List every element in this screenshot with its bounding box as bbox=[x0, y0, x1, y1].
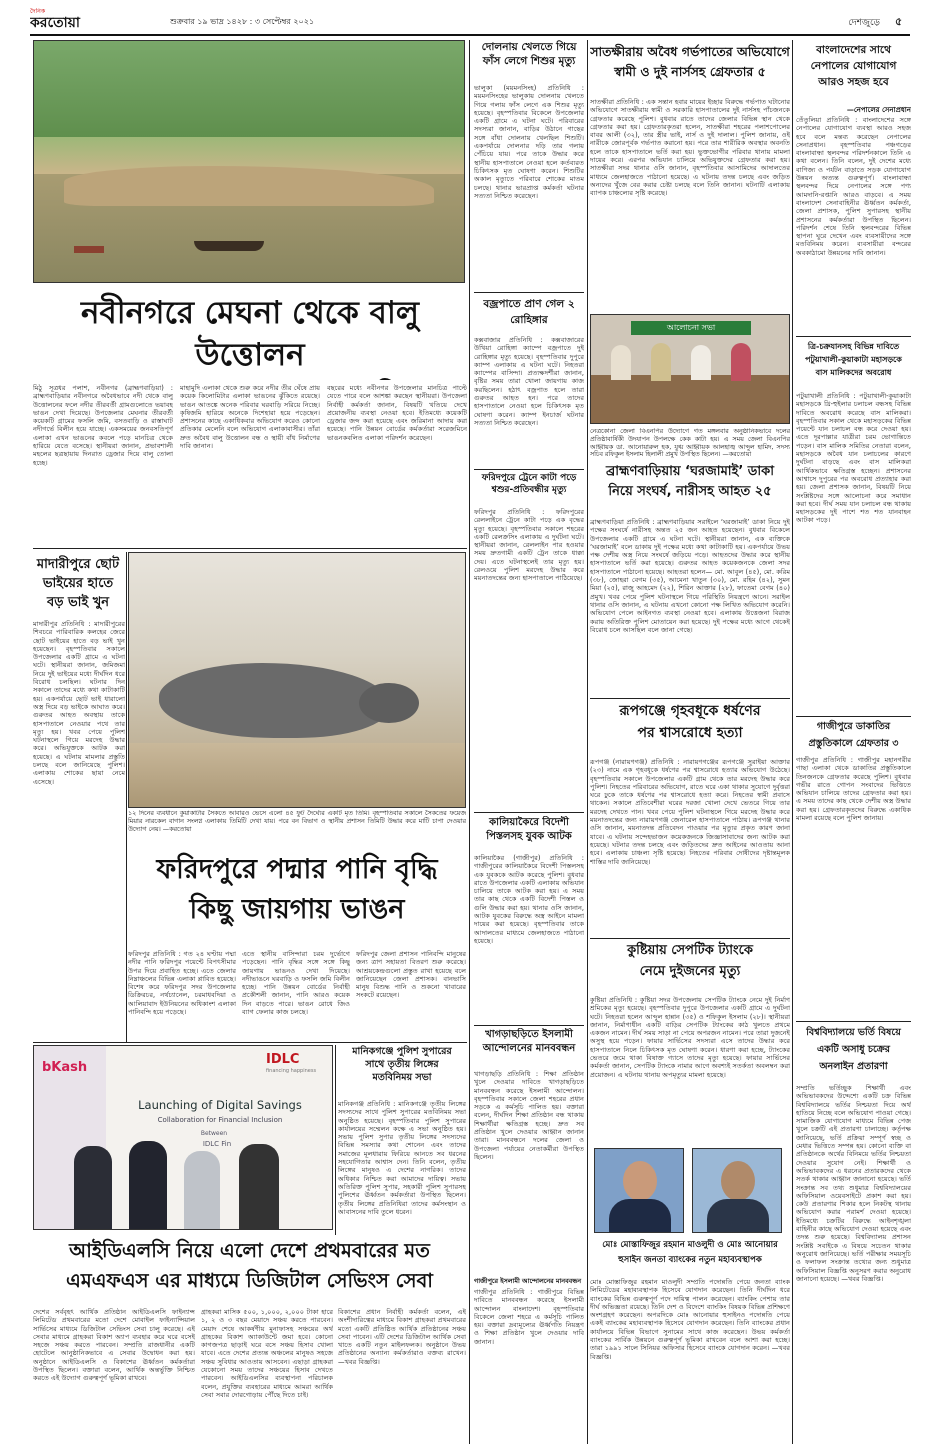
brahmanbaria-headline bbox=[590, 462, 790, 514]
brahmanbaria-headline-line2: নিয়ে সংঘর্ষ, নারীসহ আহত ২৫ bbox=[608, 484, 772, 499]
satkhira-body: সাতক্ষীরা প্রতিনিধি : এক সন্তান হবার মায়ের ইচ্ছার বিরুদ্ধে গর্ভপাত ঘটানোর অভিযোগে সাতক্ষীরায় স্বামী ও সরকারি হাসপাতালের দুই নার্সসহ পাঁচজনকে গ্রেফতার করেছে পুলিশ। বুধবার রাতে তাদের জেলার বিভিন্ন স্থান থেকে গ্রেফতার করা হয়। গ্রেফতারকৃতরা হলেন, সাতক্ষীরা শহরের পলাশপোলের বাবর আলী (৩২), তার স্ত্রীর ভাই, নার্স ও দুই দালাল। পুলিশ জানায়, ওই নারীকে জোরপূর্বক গর্ভপাত করানো হয়। পরে তার শারীরিক অবস্থার অবনতি হলে তাকে হাসপাতালে ভর্তি করা হয়। ভুক্তভোগীর পরিবার থানায় মামলা দায়ের করে। এরপর অভিযান চালিয়ে অভিযুক্তদের গ্রেফতার করা হয়। সাতক্ষীরা সদর থানার ওসি জানান, বৃহস্পতিবার আসামিদের আদালতের মাধ্যমে জেলহাজতে পাঠানো হয়েছে। এ ঘটনায় তদন্ত চলছে এবং জড়িত অন্যদের খুঁজে বের করার চেষ্টা চলছে বলে তিনি জানান। ঘটনাটি এলাকায় ব্যাপক চাঞ্চল্যের সৃষ্টি করেছে। bbox=[590, 98, 790, 198]
section-rule bbox=[474, 292, 584, 293]
nepal-body: তেঁতুলিয়া প্রতিনিধি : বাংলাদেশের সঙ্গে নেপালের যোগাযোগ ব্যবস্থা আরও সহজ হবে বলে মন্তব্য করেছেন নেপালের সেনাপ্রধান। বৃহস্পতিবার পঞ্চগড়ের বাংলাবান্ধা স্থলবন্দর পরিদর্শনকালে তিনি এ কথা বলেন। তিনি বলেন, দুই দেশের মধ্যে বাণিজ্য ও পর্যটন বাড়াতে সড়ক যোগাযোগ উন্নয়ন অত্যন্ত গুরুত্বপূর্ণ। বাংলাবান্ধা স্থলবন্দর দিয়ে নেপালের সঙ্গে পণ্য আমদানি-রপ্তানি আরও বাড়বে। এ সময় বাংলাদেশ সেনাবাহিনীর ঊর্ধ্বতন কর্মকর্তা, জেলা প্রশাসক, পুলিশ সুপারসহ স্থানীয় প্রশাসনের কর্মকর্তারা উপস্থিত ছিলেন। পরিদর্শন শেষে তিনি স্থলবন্দরের বিভিন্ন স্থাপনা ঘুরে দেখেন এবং ব্যবসায়ীদের সঙ্গে মতবিনিময় করেন। ব্যবসায়ীরা বন্দরের অবকাঠামো উন্নয়নের দাবি জানান। bbox=[796, 116, 911, 257]
madaripur-headline: মাদারীপুরে ছোট ভাইয়ের হাতে বড় ভাই খুন bbox=[36, 557, 120, 610]
patuakhali-body: পটুয়াখালী প্রতিনিধি : পটুয়াখালী-কুয়াকাটা মহাসড়কে থ্রি-হুইলার চলাচল বন্ধসহ বিভিন্ন দাবিতে অবরোধ করেছে বাস মালিকরা। বৃহস্পতিবার সকাল থেকে মহাসড়কের বিভিন্ন পয়েন্টে যান চলাচল বন্ধ করে দেওয়া হয়। এতে দূরপাল্লার যাত্রীরা চরম ভোগান্তিতে পড়েন। বাস মালিক সমিতির নেতারা বলেন, মহাসড়কে অবৈধ যান চলাচলের কারণে দুর্ঘটনা বাড়ছে এবং বাস মালিকরা আর্থিকভাবে ক্ষতিগ্রস্ত হচ্ছেন। প্রশাসনের আশ্বাসে দুপুরের পর অবরোধ প্রত্যাহার করা হয়। জেলা প্রশাসক জানান, বিষয়টি নিয়ে সংশ্লিষ্টদের সঙ্গে আলোচনা করে সমাধান করা হবে। দীর্ঘ সময় যান চলাচল বন্ধ থাকায় মহাসড়কের দুই পাশে শত শত যানবাহন আটকা পড়ে। bbox=[796, 392, 911, 525]
bank-portrait-left bbox=[594, 1148, 684, 1233]
bank-headline-line2: হুসাইন জনতা ব্যাংকের নতুন মহাব্যবস্থাপক bbox=[618, 1255, 762, 1265]
patuakhali-headline-line2: পটুয়াখালী-কুয়াকাটা মহাসড়কে bbox=[805, 355, 902, 364]
section-name: দেশজুড়ে bbox=[848, 18, 880, 28]
kushtia-headline-line1: কুষ্টিয়ায় সেপটিক ট্যাংকে bbox=[627, 943, 753, 958]
kushtia-headline bbox=[590, 940, 790, 994]
meghna-body-col3: বছরের মধ্যে নবীনগর উপজেলার মানচিত্র পাল্টে যেতে পারে বলে আশঙ্কা করছেন স্থানীয়রা। উপজেলা নির্বাহী কর্মকর্তা জানান, বিষয়টি খতিয়ে দেখে প্রয়োজনীয় ব্যবস্থা নেওয়া হবে। ইতিমধ্যে কয়েকটি ড্রেজার জব্দ করা হয়েছে এবং জরিমানা আদায় করা হয়েছে। পানি উন্নয়ন বোর্ডের কর্মকর্তারা সরেজমিনে ভাঙনকবলিত এলাকা পরিদর্শন করেছেন। bbox=[327, 384, 467, 442]
idlc-body-col2: গ্রাহকরা মাসিক ৫০০, ১,০০০, ২,০০০ টাকা হারে ১, ২ ও ৩ বছর মেয়াদে সঞ্চয় করতে পারবেন। মেয়াদ শেষে আকর্ষণীয় মুনাফাসহ সঞ্চয়ের অর্থ গ্রাহকের বিকাশ অ্যাকাউন্টে জমা হবে। কোনো কাগজপত্র ছাড়াই ঘরে বসে সঞ্চয় হিসাব খোলা যাবে। এতে দেশের প্রত্যন্ত অঞ্চলের মানুষও সহজে সঞ্চয় সুবিধার আওতায় আসবেন। এছাড়া গ্রাহকরা যেকোনো সময় তাদের সঞ্চয়ের হিসাব দেখতে পারবেন। আইডিএলসির ব্যবস্থাপনা পরিচালক বলেন, প্রযুক্তির ব্যবহারের মাধ্যমে আমরা আর্থিক সেবা সবার দোরগোড়ায় পৌঁছে দিতে চাই। bbox=[201, 1308, 333, 1399]
meghna-body-col2: মাহামুদি এলাকা থেকে শুরু করে নদীর তীর ঘেঁষে প্রায় কয়েক কিলোমিটার এলাকা ভাঙনের ঝুঁকিতে রয়েছে। ভাঙন আতঙ্কে অনেক পরিবার ঘরবাড়ি সরিয়ে নিচ্ছে। কৃষিজমি হারিয়ে অনেকে দিশেহারা হয়ে পড়েছেন। প্রশাসনের কাছে একাধিকবার অভিযোগ করেও কোনো প্রতিকার মেলেনি বলে অভিযোগ এলাকাবাসীর। তাঁরা দ্রুত অবৈধ বালু উত্তোলন বন্ধ ও স্থায়ী বাঁধ নির্মাণের দাবি জানান। bbox=[180, 384, 320, 451]
idlc-logo: IDLC bbox=[266, 1052, 300, 1067]
university-headline-line2: একটি অসাধু চক্রের bbox=[816, 1044, 891, 1055]
madaripur-body: মাদারীপুর প্রতিনিধি : মাদারীপুরের শিবচরে পারিবারিক কলহের জেরে ছোট ভাইয়ের হাতে বড় ভাই খুন হয়েছেন। বৃহস্পতিবার সকালে উপজেলার একটি গ্রামে এ ঘটনা ঘটে। স্থানীয়রা জানান, জমিজমা নিয়ে দুই ভাইয়ের মধ্যে দীর্ঘদিন ধরে বিরোধ চলছিল। ঘটনার দিন সকালে তাদের মধ্যে কথা কাটাকাটি হয়। একপর্যায়ে ছোট ভাই ধারালো অস্ত্র দিয়ে বড় ভাইকে আঘাত করে। গুরুতর আহত অবস্থায় তাকে হাসপাতালে নেওয়ার পথে তার মৃত্যু হয়। খবর পেয়ে পুলিশ ঘটনাস্থলে গিয়ে মরদেহ উদ্ধার করে। অভিযুক্তকে আটক করা হয়েছে। এ ঘটনায় মামলার প্রস্তুতি চলছে বলে জানিয়েছে পুলিশ। এলাকায় শোকের ছায়া নেমে এসেছে। bbox=[33, 620, 125, 786]
manikganj-headline bbox=[338, 1045, 466, 1100]
rupganj-headline-line2: পর শ্বাসরোধে হত্যা bbox=[637, 725, 743, 741]
idlc-headline-line2: এমএফএস এর মাধ্যমে ডিজিটাল সেভিংস সেবা bbox=[66, 1269, 433, 1292]
paper-name: করতোয়া bbox=[30, 15, 80, 31]
issue-date: শুক্রবার ১৯ ভাদ্র ১৪২৮ : ৩ সেপ্টেম্বর ২০২১ bbox=[170, 17, 315, 26]
idlc-banner-fin: IDLC Fin bbox=[202, 1140, 232, 1148]
netrokona-banner: আলোচনা সভা bbox=[631, 321, 751, 335]
satkhira-headline-line1: সাতক্ষীরায় অবৈধ গর্ভপাতের অভিযোগে bbox=[590, 44, 790, 59]
section-rule bbox=[33, 1042, 467, 1043]
netrokona-photo bbox=[590, 314, 790, 424]
manikganj-headline-line3: মতবিনিময় সভা bbox=[372, 1072, 432, 1083]
kushtia-body: কুষ্টিয়া প্রতিনিধি : কুষ্টিয়া সদর উপজেলায় সেপটিক ট্যাংকে নেমে দুই নির্মাণ শ্রমিকের মৃত্যু হয়েছে। বৃহস্পতিবার দুপুরে উপজেলার একটি গ্রামে এ দুর্ঘটনা ঘটে। নিহতরা হলেন আব্দুল হান্নান (৩৫) ও শফিকুল ইসলাম (২৮)। স্থানীয়রা জানান, নির্মাণাধীন একটি বাড়ির সেপটিক ট্যাংকের কাঠ খুলতে প্রথমে একজন নামেন। দীর্ঘ সময় সাড়া না পেয়ে অপরজন নামেন। পরে তারা দুজনেই অসুস্থ হয়ে পড়েন। ফায়ার সার্ভিসের সদস্যরা এসে তাদের উদ্ধার করে হাসপাতালে নিলে চিকিৎসক মৃত ঘোষণা করেন। ধারণা করা হচ্ছে, ট্যাংকের ভেতরে জমে থাকা বিষাক্ত গ্যাসে তাদের মৃত্যু হয়েছে। ফায়ার সার্ভিসের কর্মকর্তা জানান, সেপটিক ট্যাংকে নামার আগে অবশ্যই সতর্কতা অবলম্বন করা প্রয়োজন। এ ঘটনায় থানায় অপমৃত্যুর মামলা হয়েছে। bbox=[590, 996, 790, 1079]
netrokona-caption: নেত্রকোনা জেলা বিএনপির উদ্যোগে গত মঙ্গলবার অনুষ্ঠানিকভাবে দলের প্রতিষ্ঠাবার্ষিকী উদযাপন উপলক্ষে কেক কাটা হয়। এ সময় জেলা বিএনপির আহ্বায়ক ডা. আনোয়ারুল হক, যুগ্ম আহ্বায়ক আলহাজ্ব আব্দুল হামিদ, সদস্য সচিব রফিকুল ইসলাম হিলালী প্রমুখ উপস্থিত ছিলেন। —করতোয়া bbox=[590, 428, 790, 458]
whale-photo bbox=[128, 552, 466, 808]
vajrapat-body: কক্সবাজার প্রতিনিধি : কক্সবাজারের উখিয়া রোহিঙ্গা ক্যাম্পে বজ্রপাতে দুই রোহিঙ্গার মৃত্যু হয়েছে। বৃহস্পতিবার দুপুরে ক্যাম্প এলাকায় এ ঘটনা ঘটে। নিহতরা ক্যাম্পের বাসিন্দা। প্রত্যক্ষদর্শীরা জানান, বৃষ্টির সময় তারা খোলা জায়গায় কাজ করছিলেন। হঠাৎ বজ্রপাত হলে তারা গুরুতর আহত হন। পরে তাদের হাসপাতালে নেওয়া হলে চিকিৎসক মৃত ঘোষণা করেন। ক্যাম্প ইনচার্জ ঘটনার সত্যতা নিশ্চিত করেছেন। bbox=[474, 336, 584, 427]
padma-headline-line2: কিছু জায়গায় ভাঙন bbox=[189, 894, 405, 925]
page-number: ৫ bbox=[895, 15, 903, 28]
patuakhali-headline-line1: ত্রি-চক্রযানসহ বিভিন্ন দাবিতে bbox=[807, 342, 900, 351]
brahmanbaria-body: ব্রাহ্মণবাড়িয়া প্রতিনিধি : ব্রাহ্মণবাড়িয়ার সরাইলে ‘ঘরজামাই’ ডাকা নিয়ে দুই পক্ষের সংঘর্ষে নারীসহ অন্তত ২৫ জন আহত হয়েছেন। বুধবার বিকেলে উপজেলার একটি গ্রামে এ ঘটনা ঘটে। স্থানীয়রা জানান, এক ব্যক্তিকে ‘ঘরজামাই’ বলে ডাকায় দুই পক্ষের মধ্যে কথা কাটাকাটি হয়। একপর্যায়ে উভয় পক্ষ দেশীয় অস্ত্র নিয়ে সংঘর্ষে জড়িয়ে পড়ে। আহতদের উদ্ধার করে স্থানীয় হাসপাতালে ভর্তি করা হয়েছে। গুরুতর আহত কয়েকজনকে জেলা সদর হাসপাতালে পাঠানো হয়েছে। আহতরা হলেন— মো. আবুল (৪৫), মো. করিম (৩৮), জোহরা বেগম (৩৫), আমেনা খাতুন (৩০), মো. রহিম (৪২), সুমন মিয়া (২৫), রাজু আহমেদ (২২), শিরিন আক্তার (২৮), ফাতেমা বেগম (৪০) প্রমুখ। খবর পেয়ে পুলিশ ঘটনাস্থলে গিয়ে পরিস্থিতি নিয়ন্ত্রণে আনে। সরাইল থানার ওসি জানান, এ ঘটনায় এখনো কোনো পক্ষ লিখিত অভিযোগ করেনি। অভিযোগ পেলে আইনগত ব্যবস্থা নেওয়া হবে। এলাকায় উত্তেজনা বিরাজ করায় অতিরিক্ত পুলিশ মোতায়েন করা হয়েছে। দুই পক্ষের মধ্যে আগে থেকেই বিরোধ চলে আসছিল বলে জানা গেছে। bbox=[590, 518, 790, 634]
nepal-subhead: —নেপালের সেনাপ্রধান bbox=[846, 106, 911, 114]
vajrapat-headline: বজ্রপাতে প্রাণ গেল ২ রোহিঙ্গার bbox=[483, 298, 575, 326]
gazipur-headline bbox=[796, 718, 911, 754]
masthead bbox=[30, 6, 945, 34]
paper-prefix: দৈনিক bbox=[30, 8, 46, 15]
padma-body-col2: এতে স্থানীয় বাসিন্দারা চরম দুর্ভোগে পড়েছেন। পানি বৃদ্ধির সঙ্গে সঙ্গে কিছু জায়গায় ভাঙনও দেখা দিয়েছে। নদীভাঙনে ঘরবাড়ি ও ফসলি জমি বিলীন হচ্ছে। পানি উন্নয়ন বোর্ডের নির্বাহী প্রকৌশলী জানান, পানি আরও কয়েক দিন বাড়তে পারে। ভাঙন রোধে জিও ব্যাগ ফেলার কাজ চলছে। bbox=[242, 950, 350, 1017]
university-body: সম্প্রতি ভর্তিচ্ছুক শিক্ষার্থী এবং অভিভাবকদের উদ্দেশ্যে একটি চক্র বিভিন্ন বিশ্ববিদ্যালয়ে ভর্তির নিশ্চয়তা দিয়ে অর্থ হাতিয়ে নিচ্ছে বলে অভিযোগ পাওয়া গেছে। সামাজিক যোগাযোগ মাধ্যমে বিভিন্ন পেজ খুলে চক্রটি এই প্রতারণা চালাচ্ছে। কর্তৃপক্ষ জানিয়েছে, ভর্তি প্রক্রিয়া সম্পূর্ণ স্বচ্ছ ও মেধার ভিত্তিতে সম্পন্ন হয়। কোনো ব্যক্তি বা প্রতিষ্ঠানকে অর্থের বিনিময়ে ভর্তির নিশ্চয়তা দেওয়ার সুযোগ নেই। শিক্ষার্থী ও অভিভাবকদের এ ধরনের প্রতারকদের থেকে সতর্ক থাকার আহ্বান জানানো হয়েছে। ভর্তি সংক্রান্ত সব তথ্য শুধুমাত্র বিশ্ববিদ্যালয়ের অফিসিয়াল ওয়েবসাইটে প্রকাশ করা হয়। কেউ প্রতারণার শিকার হলে নিকটস্থ থানায় অভিযোগ করার পরামর্শ দেওয়া হয়েছে। ইতিমধ্যে চক্রটির বিরুদ্ধে আইনশৃঙ্খলা বাহিনীর কাছে অভিযোগ দেওয়া হয়েছে এবং তদন্ত শুরু হয়েছে। বিশ্ববিদ্যালয় প্রশাসন সংশ্লিষ্ট সবাইকে এ বিষয়ে সচেতন থাকার অনুরোধ জানিয়েছে। ভর্তি পরীক্ষার সময়সূচি ও ফলাফল সংক্রান্ত তথ্যের জন্য শুধুমাত্র অফিসিয়াল বিজ্ঞপ্তি অনুসরণ করার অনুরোধ জানানো হয়েছে। —খবর বিজ্ঞপ্তি। bbox=[796, 1084, 911, 1283]
bank-headline bbox=[590, 1238, 790, 1274]
river-erosion-photo bbox=[33, 40, 465, 283]
section-rule bbox=[590, 938, 790, 939]
section-rule bbox=[474, 1025, 584, 1026]
gazipur-headline-line1: গাজীপুরে ডাকাতির bbox=[816, 721, 891, 732]
manikganj-body: মানিকগঞ্জ প্রতিনিধি : মানিকগঞ্জে তৃতীয় লিঙ্গের সদস্যদের সাথে পুলিশ সুপারের মতবিনিময় সভা অনুষ্ঠিত হয়েছে। বৃহস্পতিবার পুলিশ সুপারের কার্যালয়ের সম্মেলন কক্ষে এ সভা অনুষ্ঠিত হয়। সভায় পুলিশ সুপার তৃতীয় লিঙ্গের সদস্যদের বিভিন্ন সমস্যার কথা শোনেন এবং তাদের সমাজের মূলধারায় ফিরিয়ে আনতে সব ধরনের সহযোগিতার আশ্বাস দেন। তিনি বলেন, তৃতীয় লিঙ্গের মানুষও এ দেশের নাগরিক। তাদের অধিকার নিশ্চিত করা আমাদের দায়িত্ব। সভায় অতিরিক্ত পুলিশ সুপার, সহকারী পুলিশ সুপারসহ পুলিশের ঊর্ধ্বতন কর্মকর্তারা উপস্থিত ছিলেন। তৃতীয় লিঙ্গের প্রতিনিধিরা তাদের কর্মসংস্থান ও আবাসনের দাবি তুলে ধরেন। bbox=[338, 1100, 466, 1216]
idlc-banner-between: Between bbox=[200, 1130, 228, 1137]
dolna-headline: দোলনায় খেলতে গিয়ে ফাঁস লেগে শিশুর মৃত্যু bbox=[481, 41, 577, 67]
manikganj-headline-line1: মানিকগঞ্জে পুলিশ সুপারের bbox=[352, 1046, 452, 1057]
nepal-headline-line2: নেপালের যোগাযোগ bbox=[810, 60, 897, 72]
padma-headline bbox=[128, 850, 466, 945]
column-rule bbox=[469, 40, 470, 1444]
idlc-headline bbox=[33, 1236, 466, 1304]
bank-body: মোঃ মোস্তাফিজুর রহমান মাওলুদী সম্প্রতি পদোন্নতি পেয়ে জনতা ব্যাংক লিমিটেডের মহাব্যবস্থাপক হিসেবে যোগদান করেছেন। তিনি দীর্ঘদিন ধরে ব্যাংকের বিভিন্ন গুরুত্বপূর্ণ পদে দায়িত্ব পালন করেছেন। ব্যাংকিং পেশায় তার দীর্ঘ অভিজ্ঞতা রয়েছে। তিনি দেশ ও বিদেশে ব্যাংকিং বিষয়ক বিভিন্ন প্রশিক্ষণে অংশগ্রহণ করেছেন। অপরদিকে মোঃ আনোয়ার হুসাইনও পদোন্নতি পেয়ে একই ব্যাংকের মহাব্যবস্থাপক হিসেবে যোগদান করেছেন। তিনি ব্যাংকের প্রধান কার্যালয়ে বিভিন্ন বিভাগে সুনামের সাথে কাজ করেছেন। উভয় কর্মকর্তা ব্যাংকের সার্বিক উন্নয়নে গুরুত্বপূর্ণ ভূমিকা রাখবেন বলে আশা করা হচ্ছে। তারা ১৯৯১ সালে সিনিয়র অফিসার হিসেবে ব্যাংকে যোগদান করেন। —খবর বিজ্ঞপ্তি। bbox=[590, 1278, 790, 1361]
khagrachari-headline: খাগড়াছড়িতে ইসলামী আন্দোলনের মানববন্ধন bbox=[482, 1029, 576, 1054]
university-headline-line1: বিশ্ববিদ্যালয়ে ভর্তি বিষয়ে bbox=[806, 1027, 901, 1038]
kushtia-headline-line2: নেমে দুইজনের মৃত্যু bbox=[639, 964, 741, 979]
kaliakoir-body: কালিয়াকৈর (গাজীপুর) প্রতিনিধি : গাজীপুরের কালিয়াকৈরে বিদেশী পিস্তলসহ এক যুবককে আটক করেছে পুলিশ। বুধবার রাতে উপজেলার একটি এলাকায় অভিযান চালিয়ে তাকে আটক করা হয়। এ সময় তার কাছ থেকে একটি বিদেশী পিস্তল ও গুলি উদ্ধার করা হয়। থানার ওসি জানান, আটক যুবকের বিরুদ্ধে অস্ত্র আইনে মামলা দায়ের করা হয়েছে। বৃহস্পতিবার তাকে আদালতের মাধ্যমে জেলহাজতে পাঠানো হয়েছে। bbox=[474, 854, 584, 945]
bank-headline-line1: মোঃ মোস্তাফিজুর রহমান মাওলুদী ও মোঃ আনোয়ার bbox=[602, 1240, 778, 1250]
idlc-launch-photo bbox=[33, 1045, 333, 1230]
header-rule bbox=[30, 34, 910, 36]
faridpur-train-body: ফরিদপুর প্রতিনিধি : ফরিদপুরের রেললাইনে ট্রেনে কাটা পড়ে এক বৃদ্ধের মৃত্যু হয়েছে। বৃহস্পতিবার সকালে শহরের একটি রেলক্রসিং এলাকায় এ দুর্ঘটনা ঘটে। স্থানীয়রা জানান, রেললাইন পার হওয়ার সময় দ্রুতগামী একটি ট্রেন তাকে ধাক্কা দেয়। এতে ঘটনাস্থলেই তার মৃত্যু হয়। রেলওয়ে পুলিশ মরদেহ উদ্ধার করে ময়নাতদন্তের জন্য হাসপাতালে পাঠিয়েছে। bbox=[474, 508, 584, 583]
patuakhali-headline bbox=[796, 340, 911, 390]
idlc-body-col3: বিকাশের প্রধান নির্বাহী কর্মকর্তা বলেন, এই অংশীদারিত্বের মাধ্যমে বিকাশ গ্রাহকরা প্রথমবারের মতো একটি প্রতিষ্ঠিত আর্থিক প্রতিষ্ঠানের সঞ্চয় সেবা পাবেন। এটি দেশের ডিজিটাল আর্থিক সেবা খাতে একটি নতুন মাইলফলক। অনুষ্ঠানে উভয় প্রতিষ্ঠানের অন্যান্য কর্মকর্তারাও বক্তব্য রাখেন। —খবর বিজ্ঞপ্তি। bbox=[338, 1308, 466, 1366]
manikganj-headline-line2: সাথে তৃতীয় লিঙ্গের bbox=[365, 1059, 439, 1070]
padma-body-col1: ফরিদপুর প্রতিনিধি : গত ২৪ ঘণ্টায় পদ্মা নদীর পানি ফরিদপুর পয়েন্টে বিপৎসীমার উপর দিয়ে প্রবাহিত হচ্ছে। এতে জেলার নিম্নাঞ্চলের বিভিন্ন এলাকা প্লাবিত হয়েছে। বিশেষ করে ফরিদপুর সদর উপজেলার ডিক্রিরচর, নর্থচ্যানেল, চরমাধবদিয়া ও আলিয়াবাদ ইউনিয়নের অধিকাংশ এলাকা পানিবন্দি হয়ে পড়েছে। bbox=[128, 950, 236, 1017]
section-rule bbox=[474, 812, 584, 813]
bkash-logo: bKash bbox=[42, 1060, 88, 1075]
university-headline bbox=[796, 1024, 911, 1080]
gazipur-body: গাজীপুর প্রতিনিধি : গাজীপুর মহানগরীর গাছা এলাকা থেকে ডাকাতির প্রস্তুতিকালে তিনজনকে গ্রেফতার করেছে পুলিশ। বুধবার গভীর রাতে গোপন সংবাদের ভিত্তিতে অভিযান চালিয়ে তাদের গ্রেফতার করা হয়। এ সময় তাদের কাছ থেকে দেশীয় অস্ত্র উদ্ধার করা হয়। গ্রেফতারকৃতদের বিরুদ্ধে একাধিক মামলা রয়েছে বলে পুলিশ জানায়। bbox=[796, 756, 911, 823]
whale-caption: ১২ দিনের ব্যবধানে কুয়াকাটার সৈকতে আবারও ভেসে এলো ৪৫ ফুট দৈর্ঘ্যের একটি মৃত তিমি। বৃহস্পতিবার সকালে সৈকতের ফয়েজ মিয়ার নারকেল বাগান সংলগ্ন এলাকায় তিমিটি দেখা যায়। পরে বন বিভাগ ও স্থানীয় প্রশাসন তিমিটি উদ্ধার করে মাটি চাপা দেওয়ার উদ্যোগ নেয়। —করতোয়া bbox=[128, 810, 466, 833]
satkhira-headline-line2: স্বামী ও দুই নার্সসহ গ্রেফতার ৫ bbox=[614, 64, 766, 79]
university-headline-line3: অনলাইন প্রতারণা bbox=[819, 1061, 888, 1072]
idlc-banner-sub: Collaboration for Financial Inclusion bbox=[157, 1116, 283, 1124]
paper-logo bbox=[30, 8, 110, 34]
dolna-body: ভালুকা (ময়মনসিংহ) প্রতিনিধি : ময়মনসিংহের ভালুকায় দোলনায় খেলতে গিয়ে গলায় ফাঁস লেগে এক শিশুর মৃত্যু হয়েছে। বৃহস্পতিবার বিকেলে উপজেলার একটি গ্রামে এ ঘটনা ঘটে। পরিবারের সদস্যরা জানান, বাড়ির উঠানে গাছের সঙ্গে বাঁধা দোলনায় খেলছিল শিশুটি। একপর্যায়ে দোলনার দড়ি তার গলায় পেঁচিয়ে যায়। পরে তাকে উদ্ধার করে স্থানীয় হাসপাতালে নেওয়া হলে কর্তব্যরত চিকিৎসক মৃত ঘোষণা করেন। শিশুটির অকাল মৃত্যুতে পরিবারে শোকের মাতম চলছে। থানার ভারপ্রাপ্ত কর্মকর্তা ঘটনার সত্যতা নিশ্চিত করেছেন। bbox=[474, 84, 584, 200]
idlc-headline-line1: আইডিএলসি নিয়ে এলো দেশে প্রথমবারের মত bbox=[69, 1239, 430, 1262]
nepal-headline-line3: আরও সহজ হবে bbox=[818, 76, 889, 88]
column-rule bbox=[126, 552, 127, 1042]
kaliakoir-headline: কালিয়াকৈরে বিদেশী পিস্তলসহ যুবক আটক bbox=[486, 817, 572, 842]
gazipur-headline-line2: প্রস্তুতিকালে গ্রেফতার ৩ bbox=[808, 738, 899, 749]
khagrachari-body: খাগড়াছড়ি প্রতিনিধি : শিক্ষা প্রতিষ্ঠান খুলে দেওয়ার দাবিতে খাগড়াছড়িতে মানববন্ধন করেছে ইসলামী আন্দোলন। বৃহস্পতিবার সকালে জেলা শহরের প্রধান সড়কে এ কর্মসূচি পালিত হয়। বক্তারা বলেন, দীর্ঘদিন শিক্ষা প্রতিষ্ঠান বন্ধ থাকায় শিক্ষার্থীরা ক্ষতিগ্রস্ত হচ্ছে। দ্রুত সব প্রতিষ্ঠান খুলে দেওয়ার আহ্বান জানান তারা। মানববন্ধনে দলের জেলা ও উপজেলা পর্যায়ের নেতাকর্মীরা উপস্থিত ছিলেন। bbox=[474, 1070, 584, 1161]
rupganj-headline-line1: রূপগঞ্জে গৃহবধূকে ধর্ষণের bbox=[619, 703, 761, 719]
bank-portrait-right bbox=[692, 1148, 782, 1233]
meghna-headline bbox=[30, 292, 470, 380]
nepal-headline bbox=[796, 42, 911, 104]
section-rule bbox=[474, 469, 584, 470]
brahmanbaria-headline-line1: ব্রাহ্মণবাড়িয়ায় ‘ঘরজামাই’ ডাকা bbox=[606, 464, 774, 479]
padma-headline-line1: ফরিদপুরে পদ্মার পানি বৃদ্ধি bbox=[156, 854, 438, 885]
padma-body-col3: ফরিদপুর জেলা প্রশাসন পানিবন্দি মানুষের জন্য ত্রাণ সহায়তা বিতরণ শুরু করেছে। আশ্রয়কেন্দ্রগুলো প্রস্তুত রাখা হয়েছে বলে জানিয়েছেন জেলা প্রশাসক। বানভাসি মানুষ বিশুদ্ধ পানি ও শুকনো খাবারের সংকটে রয়েছেন। bbox=[356, 950, 466, 1000]
islami-headline: গাজীপুরে ইসলামী আন্দোলনের মানববন্ধন bbox=[474, 1277, 582, 1285]
idlc-body-col1: দেশের সর্ববৃহৎ আর্থিক প্রতিষ্ঠান আইডিএলসি ফাইন্যান্স লিমিটেড প্রথমবারের মতো দেশে মোবাইল ফাইন্যান্সিয়াল সার্ভিসের মাধ্যমে ডিজিটাল সেভিংস সেবা চালু করেছে। এই সেবার মাধ্যমে গ্রাহকরা বিকাশ অ্যাপ ব্যবহার করে ঘরে বসেই সহজে সঞ্চয় করতে পারবেন। সম্প্রতি রাজধানীর একটি হোটেলে আনুষ্ঠানিকভাবে এ সেবার উদ্বোধন করা হয়। অনুষ্ঠানে আইডিএলসি ও বিকাশের ঊর্ধ্বতন কর্মকর্তারা উপস্থিত ছিলেন। বক্তারা বলেন, আর্থিক অন্তর্ভুক্তি নিশ্চিত করতে এই উদ্যোগ গুরুত্বপূর্ণ ভূমিকা রাখবে। bbox=[33, 1308, 195, 1383]
rupganj-body: রূপগঞ্জ (নারায়ণগঞ্জ) প্রতিনিধি : নারায়ণগঞ্জের রূপগঞ্জে সুরাইয়া আক্তার (২৩) নামে এক গৃহবধূকে ধর্ষণের পর শ্বাসরোধে হত্যার অভিযোগ উঠেছে। বৃহস্পতিবার সকালে উপজেলার একটি গ্রাম থেকে তার মরদেহ উদ্ধার করে পুলিশ। নিহতের পরিবারের অভিযোগ, রাতে ঘরে একা থাকার সুযোগে দুর্বৃত্তরা ঘরে ঢুকে তাকে ধর্ষণের পর শ্বাসরোধে হত্যা করে। নিহতের স্বামী প্রবাসে থাকেন। সকালে প্রতিবেশীরা ঘরের দরজা খোলা দেখে ভেতরে গিয়ে তার মরদেহ দেখতে পান। খবর পেয়ে পুলিশ ঘটনাস্থলে গিয়ে মরদেহ উদ্ধার করে ময়নাতদন্তের জন্য নারায়ণগঞ্জ জেনারেল হাসপাতালে পাঠায়। রূপগঞ্জ থানার ওসি জানান, ময়নাতদন্ত প্রতিবেদন পাওয়ার পর মৃত্যুর প্রকৃত কারণ জানা যাবে। এ ঘটনায় সন্দেহভাজন কয়েকজনকে জিজ্ঞাসাবাদের জন্য আটক করা হয়েছে। ঘটনার তদন্ত চলছে এবং জড়িতদের দ্রুত আইনের আওতায় আনা হবে। এলাকায় চাঞ্চল্য সৃষ্টি হয়েছে। নিহতের পরিবার দোষীদের দৃষ্টান্তমূলক শাস্তির দাবি জানিয়েছে। bbox=[590, 758, 790, 866]
islami-body: গাজীপুর প্রতিনিধি : গাজীপুরে বিভিন্ন দাবিতে মানববন্ধন করেছে ইসলামী আন্দোলন বাংলাদেশ। বৃহস্পতিবার বিকেলে জেলা শহরে এ কর্মসূচি পালিত হয়। বক্তারা দ্রব্যমূল্যের ঊর্ধ্বগতি নিয়ন্ত্রণ ও শিক্ষা প্রতিষ্ঠান খুলে দেওয়ার দাবি জানান। bbox=[474, 1288, 584, 1346]
idlc-banner-title: Launching of Digital Savings bbox=[138, 1098, 302, 1112]
meghna-headline-line2 bbox=[30, 376, 470, 380]
column-rule bbox=[792, 40, 793, 1444]
column-rule bbox=[587, 40, 588, 1444]
meghna-headline-line1: নবীনগরে মেঘনা থেকে বালু উত্তোলন bbox=[81, 295, 419, 373]
rupganj-headline bbox=[590, 700, 790, 754]
nepal-headline-line1: বাংলাদেশের সাথে bbox=[816, 44, 891, 56]
section-rule bbox=[33, 548, 467, 549]
patuakhali-headline-line3: বাস মালিকদের অবরোধ bbox=[815, 368, 892, 377]
section-rule bbox=[796, 1021, 911, 1022]
satkhira-headline bbox=[590, 42, 790, 94]
faridpur-train-headline: ফরিদপুরে ট্রেনে কাটা পড়ে শ্বশুর-প্রতিবন্ধীর মৃত্যু bbox=[481, 473, 577, 495]
idlc-tagline: financing happiness bbox=[266, 1068, 317, 1074]
meghna-body-col1: মিঠু সূত্রধর পলাশ, নবীনগর (ব্রাহ্মণবাড়িয়া) : ব্রাহ্মণবাড়িয়ার নবীনগরে অবৈধভাবে নদী থেকে বালু উত্তোলনের ফলে নদীর তীরবর্তী গ্রামগুলোতে ভয়াবহ ভাঙন দেখা দিয়েছে। উপজেলার মেঘনার তীরবর্তী কয়েকটি গ্রামের ফসলি জমি, বসতবাড়ি ও রাস্তাঘাট নদীগর্ভে বিলীন হয়ে যাচ্ছে। একসময়ের জনবসতিপূর্ণ এলাকা এখন ভাঙনের কবলে পড়ে মানচিত্র থেকে হারিয়ে যেতে বসেছে। স্থানীয়রা জানান, প্রভাবশালী মহলের ছত্রছায়ায় দিনরাত ড্রেজার দিয়ে বালু তোলা হচ্ছে। bbox=[33, 384, 173, 467]
section-rule bbox=[796, 336, 911, 337]
column-rule bbox=[335, 1045, 336, 1235]
section-rule bbox=[796, 716, 911, 717]
section-rule bbox=[590, 698, 790, 699]
